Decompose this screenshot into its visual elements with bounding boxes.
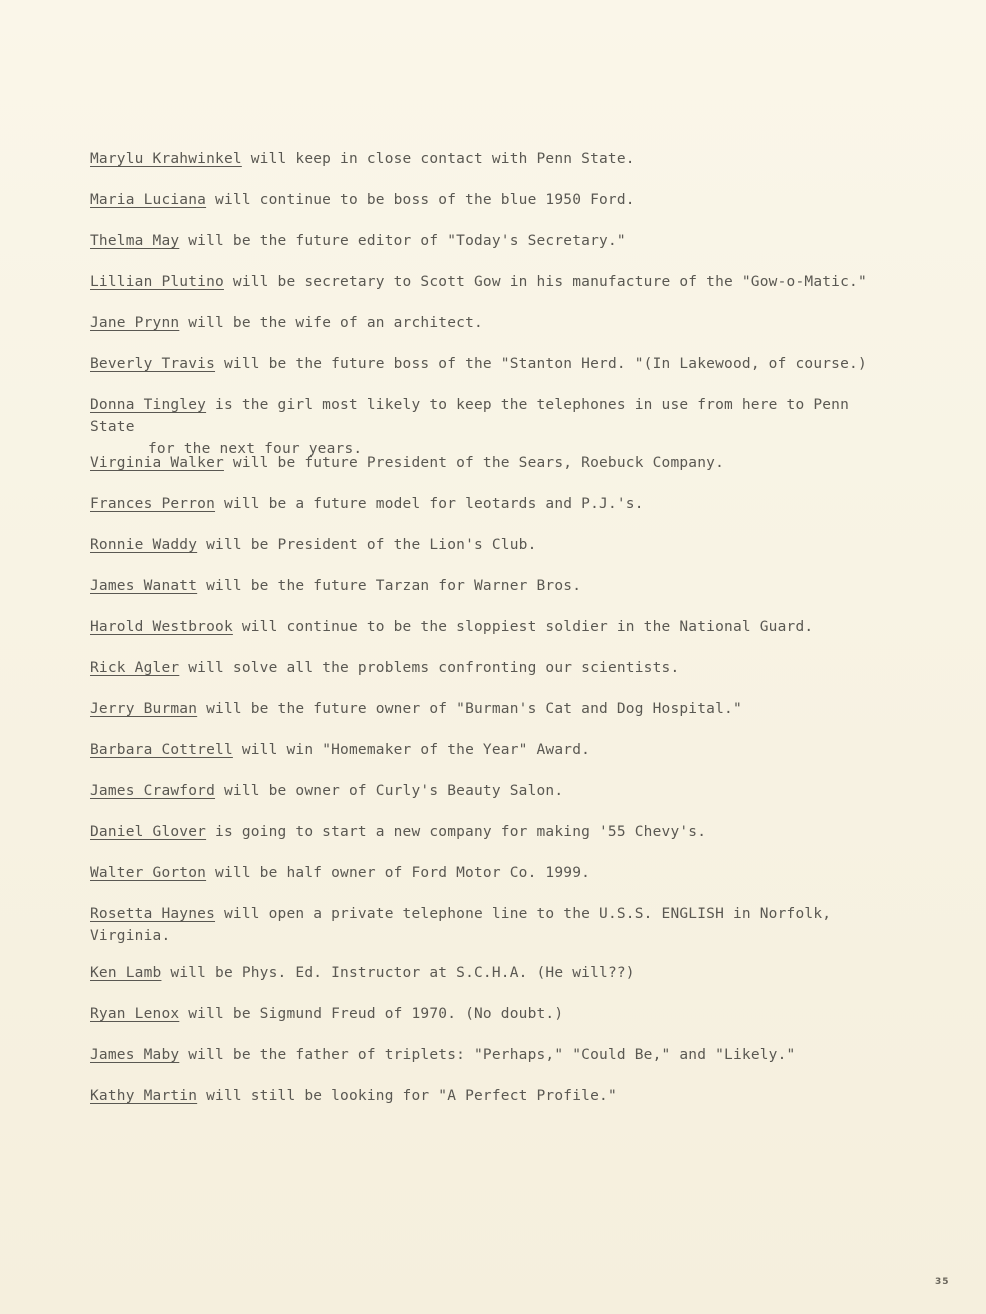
entry-17 (90, 821, 850, 843)
entry-13 (90, 657, 850, 679)
entry-name: Rosetta Haynes (90, 906, 216, 922)
entry-text: will be Sigmund Freud of 1970. (No doubt.) (179, 1006, 564, 1022)
entry-text: will be future President of the Sears, Roebuck Company. (223, 455, 725, 471)
entry-12 (90, 616, 850, 638)
entry-name: James Crawford (90, 783, 216, 799)
entry-6 (90, 353, 867, 375)
entry-text: will open a private telephone line to the U.S.S. ENGLISH in Norfolk, (215, 906, 832, 922)
entry-text: will continue to be boss of the blue 1950 Ford. (206, 192, 635, 208)
entry-text: will be the future boss of the "Stanton Herd. "(In Lakewood, of course.) (215, 356, 867, 372)
entry-name: Ken Lamb (90, 965, 162, 981)
entry-name: Jane Prynn (90, 315, 180, 331)
entry-text: will be the wife of an architect. (179, 315, 483, 331)
entry-23 (90, 1085, 850, 1107)
entry-continuation: Virginia. (90, 928, 171, 944)
entry-name: Jerry Burman (90, 701, 198, 717)
entry-text: will be the future Tarzan for Warner Bros. (197, 578, 582, 594)
entry-name: Kathy Martin (90, 1088, 198, 1104)
entry-text: will be the future editor of "Today's Secretary." (179, 233, 626, 249)
entry-text: will be half owner of Ford Motor Co. 1999. (206, 865, 591, 881)
entry-name: Virginia Walker (90, 455, 224, 471)
entry-name: Daniel Glover (90, 824, 207, 840)
entry-text: will still be looking for "A Perfect Profile." (197, 1088, 617, 1104)
entry-20 (90, 962, 850, 984)
entry-1 (90, 148, 850, 170)
entry-14 (90, 698, 850, 720)
entry-text: will be the future owner of "Burman's Cat and Dog Hospital." (197, 701, 742, 717)
entry-name: Ronnie Waddy (90, 537, 198, 553)
entry-name: Ryan Lenox (90, 1006, 180, 1022)
entry-text: will be President of the Lion's Club. (197, 537, 537, 553)
entry-16 (90, 780, 850, 802)
entry-name: Beverly Travis (90, 356, 216, 372)
entry-name: Donna Tingley (90, 397, 207, 413)
entry-18 (90, 862, 850, 884)
entry-5 (90, 312, 850, 334)
entry-text: will solve all the problems confronting our scientists. (179, 660, 680, 676)
entry-continuation: for the next four years. (148, 441, 363, 457)
entry-4 (90, 271, 867, 293)
entry-text: will be Phys. Ed. Instructor at S.C.H.A. (He will??) (161, 965, 635, 981)
entry-text: will be secretary to Scott Gow in his manufacture of the "Gow-o-Matic." (223, 274, 867, 290)
entry-8 (90, 452, 850, 474)
entry-name: Thelma May (90, 233, 180, 249)
entry-name: James Wanatt (90, 578, 198, 594)
entry-text: will win "Homemaker of the Year" Award. (232, 742, 591, 758)
entry-text: will continue to be the sloppiest soldier in the National Guard. (232, 619, 814, 635)
entry-name: Lillian Plutino (90, 274, 224, 290)
entry-name: Barbara Cottrell (90, 742, 233, 758)
entry-text: is going to start a new company for making '55 Chevy's. (206, 824, 707, 840)
entry-11 (90, 575, 850, 597)
entry-text: will be the father of triplets: "Perhaps," "Could Be," and "Likely." (179, 1047, 796, 1063)
page-number: 35 (935, 1277, 950, 1287)
entry-15 (90, 739, 850, 761)
entry-text: is the girl most likely to keep the telephones in use from here to Penn State (90, 397, 850, 435)
entry-name: Rick Agler (90, 660, 180, 676)
entry-2 (90, 189, 850, 211)
entry-name: Walter Gorton (90, 865, 207, 881)
entry-19 (90, 903, 850, 947)
entry-name: Marylu Krahwinkel (90, 151, 242, 167)
entry-name: James Maby (90, 1047, 180, 1063)
entry-text: will be a future model for leotards and P.J.'s. (215, 496, 644, 512)
entry-text: will keep in close contact with Penn State. (241, 151, 635, 167)
entry-10 (90, 534, 850, 556)
entry-3 (90, 230, 850, 252)
entry-name: Maria Luciana (90, 192, 207, 208)
entry-9 (90, 493, 850, 515)
entry-name: Harold Westbrook (90, 619, 233, 635)
entry-21 (90, 1003, 850, 1025)
entry-text: will be owner of Curly's Beauty Salon. (215, 783, 564, 799)
entry-22 (90, 1044, 850, 1066)
entry-name: Frances Perron (90, 496, 216, 512)
entry-7 (90, 394, 850, 460)
